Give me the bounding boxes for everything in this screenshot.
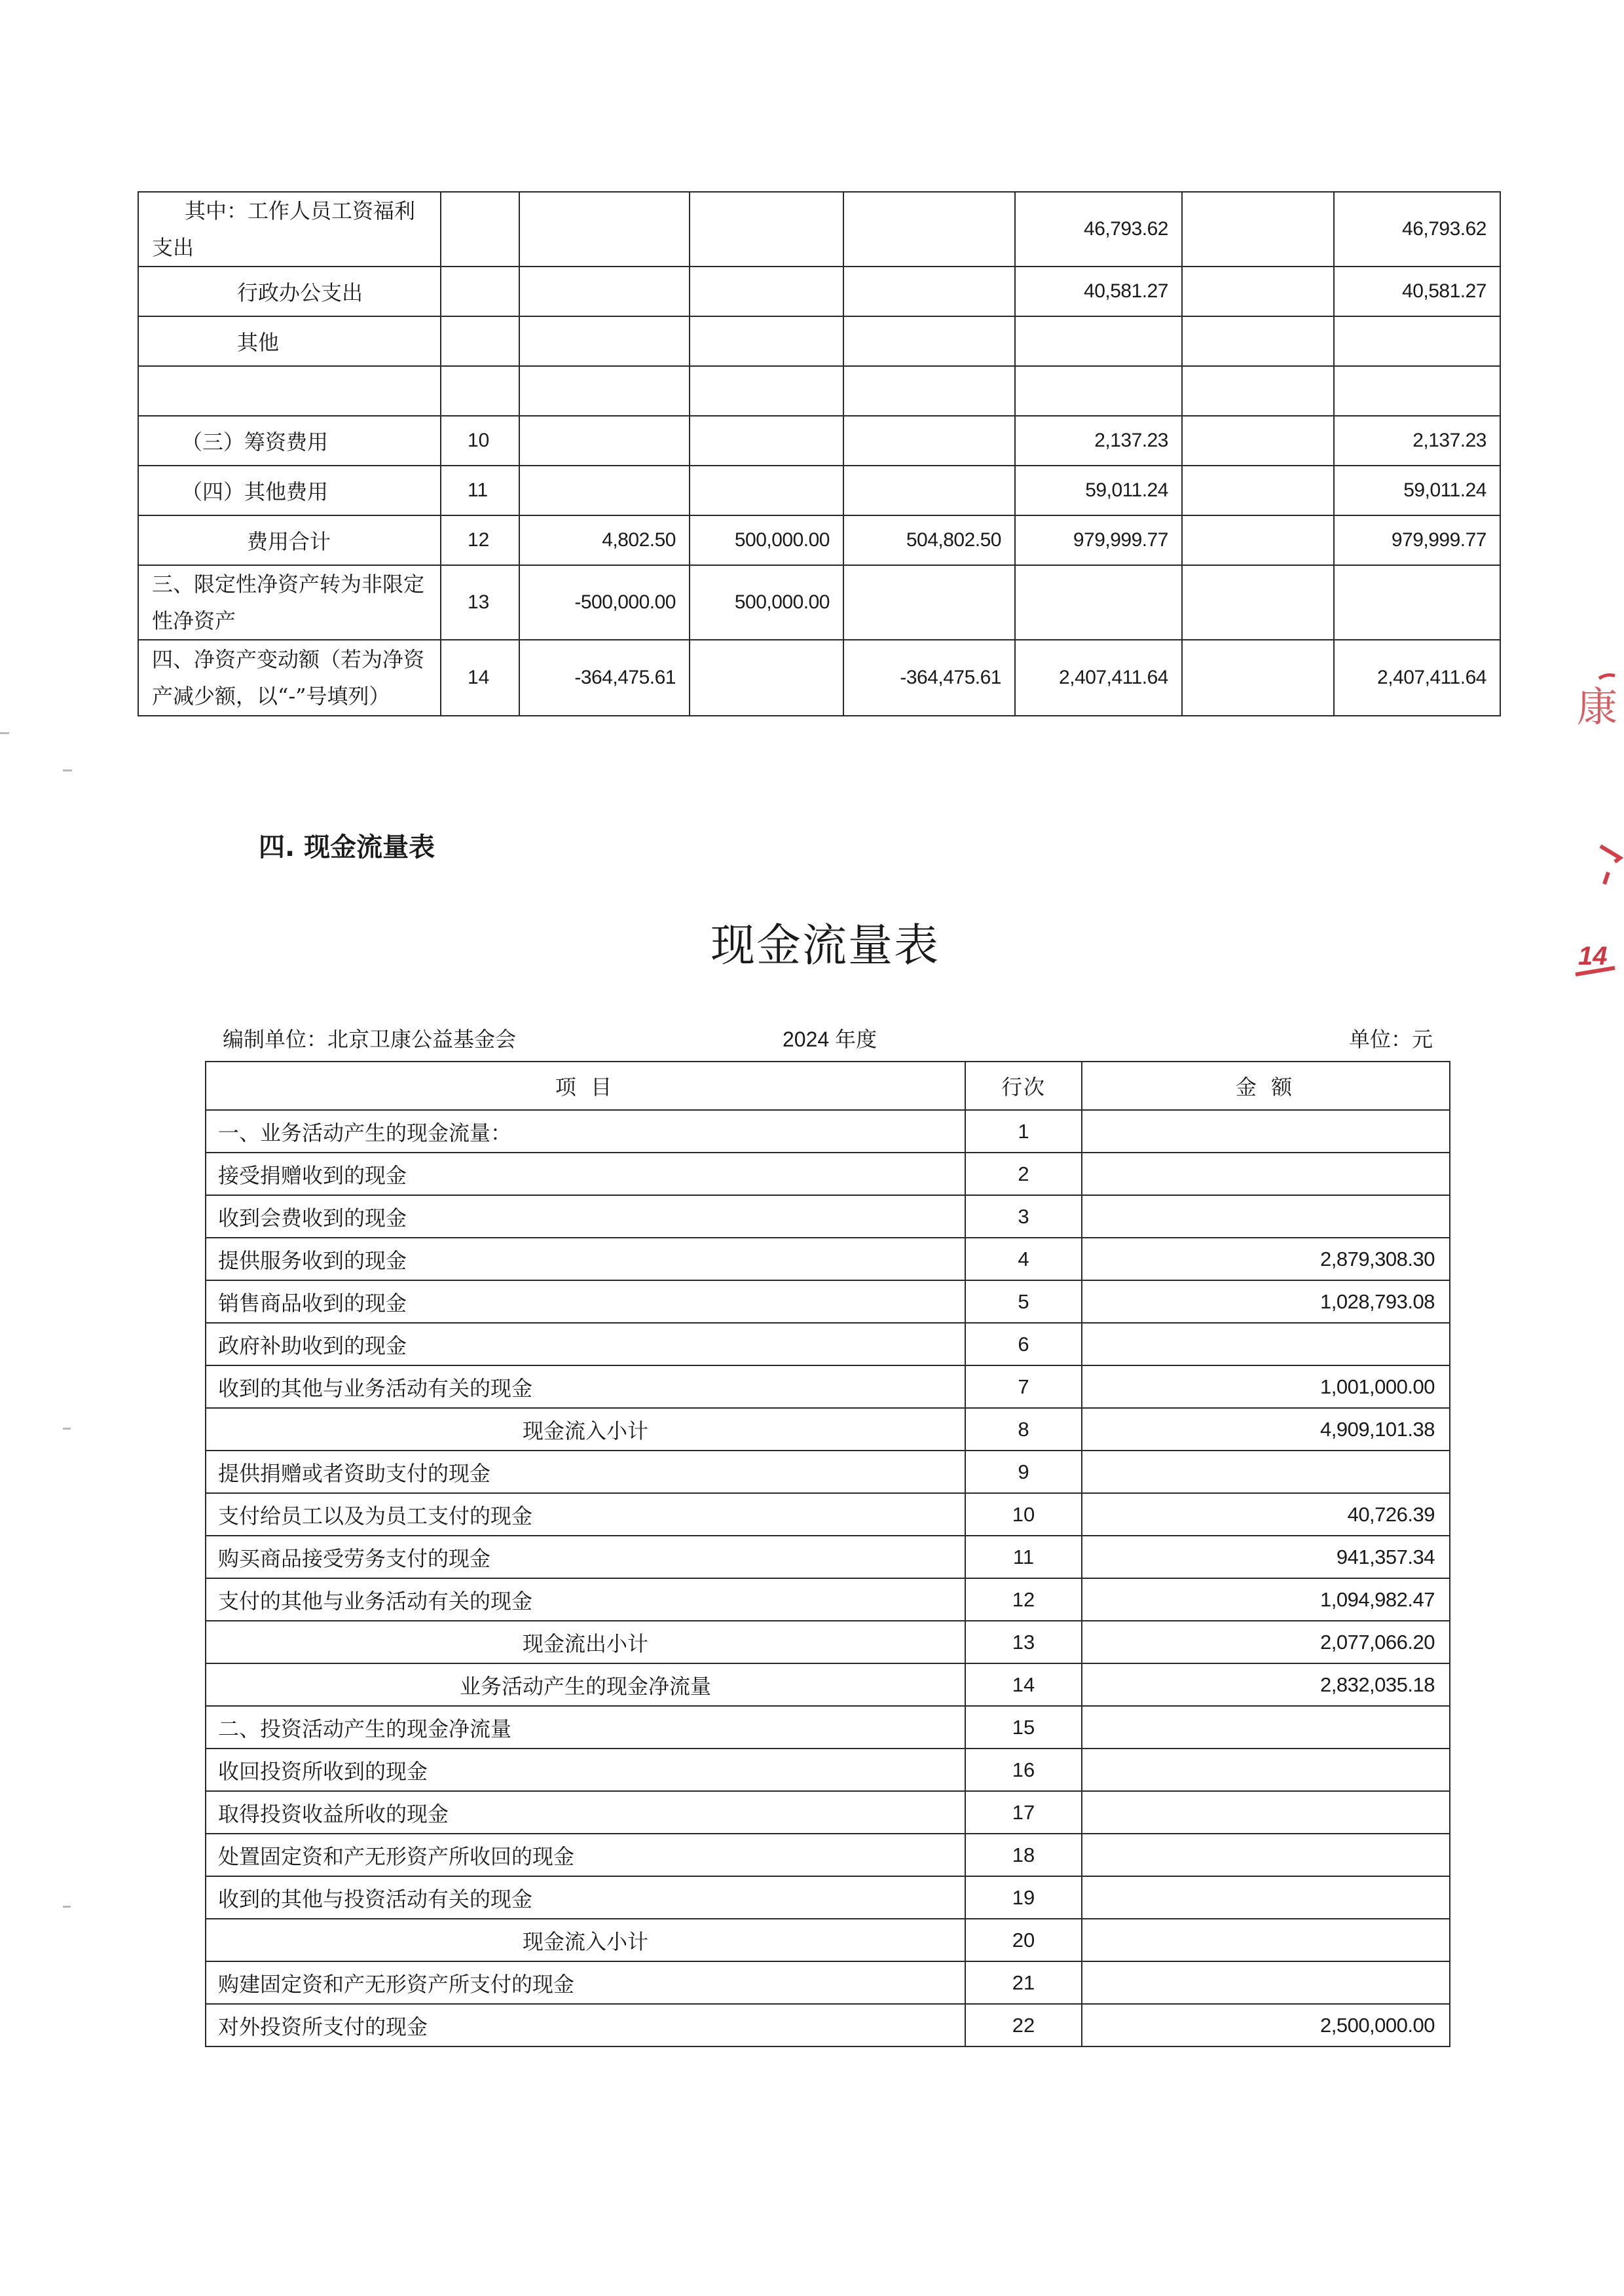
item-label: 收到的其他与投资活动有关的现金 (206, 1876, 965, 1919)
amount-cell (1182, 316, 1334, 366)
amount-cell: 2,879,308.30 (1082, 1238, 1450, 1280)
line-number: 9 (965, 1451, 1082, 1493)
table-row (206, 1365, 1450, 1408)
table-row (138, 192, 1500, 267)
item-label: 二、投资活动产生的现金净流量 (206, 1706, 965, 1749)
table-row (206, 1621, 1450, 1663)
amount-cell: 2,832,035.18 (1082, 1663, 1450, 1706)
row-label (138, 366, 441, 416)
item-label: 处置固定资和产无形资产所收回的现金 (206, 1834, 965, 1876)
amount-cell (1082, 1110, 1450, 1153)
item-label: 支付给员工以及为员工支付的现金 (206, 1493, 965, 1536)
amount-cell (519, 466, 690, 515)
amount-cell (843, 416, 1015, 466)
seal-number: 14 (1578, 942, 1608, 971)
line-number: 8 (965, 1408, 1082, 1451)
amount-cell: 979,999.77 (1334, 515, 1500, 565)
table-header-row (206, 1062, 1450, 1110)
amount-cell: 40,581.27 (1334, 267, 1500, 316)
amount-cell: 2,407,411.64 (1015, 640, 1182, 716)
row-label-line: 其中：工作人员工资福利 (185, 198, 416, 223)
item-label: 政府补助收到的现金 (206, 1323, 965, 1365)
line-number: 15 (965, 1706, 1082, 1749)
amount-cell: 2,137.23 (1334, 416, 1500, 466)
amount-cell (1182, 515, 1334, 565)
amount-cell (843, 565, 1015, 640)
table-row (206, 1919, 1450, 1961)
line-number: 18 (965, 1834, 1082, 1876)
table-row (206, 1706, 1450, 1749)
table-row (138, 565, 1500, 640)
row-line-number (441, 366, 519, 416)
amount-cell (519, 416, 690, 466)
amount-cell (1334, 366, 1500, 416)
line-number: 1 (965, 1110, 1082, 1153)
amount-cell (519, 267, 690, 316)
table-row (206, 1323, 1450, 1365)
amount-cell (1182, 267, 1334, 316)
line-number: 12 (965, 1578, 1082, 1621)
row-label (138, 515, 441, 565)
item-label: 收到的其他与业务活动有关的现金 (206, 1365, 965, 1408)
amount-cell (1082, 1195, 1450, 1238)
item-label: 销售商品收到的现金 (206, 1280, 965, 1323)
amount-cell (690, 466, 843, 515)
amount-cell: 1,028,793.08 (1082, 1280, 1450, 1323)
seal-glyph: 康 (1577, 683, 1618, 731)
reporting-unit: 编制单位：北京卫康公益基金会 (223, 1027, 517, 1052)
amount-cell (1015, 366, 1182, 416)
table-row (206, 1280, 1450, 1323)
subtotal-label: 现金流入小计 (206, 1919, 965, 1961)
amount-cell (843, 466, 1015, 515)
currency-unit: 单位：元 (1349, 1027, 1433, 1052)
item-label: 支付的其他与业务活动有关的现金 (206, 1578, 965, 1621)
table-row (206, 1536, 1450, 1578)
amount-cell: 500,000.00 (690, 515, 843, 565)
amount-cell (1015, 316, 1182, 366)
table-row (206, 1493, 1450, 1536)
amount-cell (1182, 640, 1334, 716)
line-number: 19 (965, 1876, 1082, 1919)
table-row (206, 1153, 1450, 1195)
line-number: 21 (965, 1961, 1082, 2004)
item-label: 接受捐赠收到的现金 (206, 1153, 965, 1195)
row-label (138, 466, 441, 515)
subtotal-label: 业务活动产生的现金净流量 (206, 1663, 965, 1706)
item-label: 提供服务收到的现金 (206, 1238, 965, 1280)
amount-cell (1334, 316, 1500, 366)
line-number: 7 (965, 1365, 1082, 1408)
amount-cell (690, 416, 843, 466)
item-label: 购买商品接受劳务支付的现金 (206, 1536, 965, 1578)
header-item: 项 目 (206, 1062, 965, 1110)
amount-cell (1182, 192, 1334, 267)
subtotal-label: 现金流出小计 (206, 1621, 965, 1663)
scan-mark (63, 1906, 71, 1908)
table-row (138, 316, 1500, 366)
amount-cell: 1,094,982.47 (1082, 1578, 1450, 1621)
amount-cell: 59,011.24 (1015, 466, 1182, 515)
table-row (206, 1195, 1450, 1238)
amount-cell (690, 267, 843, 316)
amount-cell (843, 267, 1015, 316)
amount-cell: 2,137.23 (1015, 416, 1182, 466)
section-heading: 四. 现金流量表 (259, 832, 435, 862)
item-label: 提供捐赠或者资助支付的现金 (206, 1451, 965, 1493)
amount-cell: 40,581.27 (1015, 267, 1182, 316)
row-line-number (441, 316, 519, 366)
amount-cell: 46,793.62 (1334, 192, 1500, 267)
official-seal-fragment (1569, 661, 1624, 1002)
table-row (206, 1408, 1450, 1451)
row-label (138, 316, 441, 366)
table-row (138, 267, 1500, 316)
row-label-line: 支出 (152, 235, 194, 260)
table-row (206, 1791, 1450, 1834)
amount-cell: 40,726.39 (1082, 1493, 1450, 1536)
row-label-line: 四、净资产变动额（若为净资 (152, 647, 425, 672)
amount-cell (1082, 1749, 1450, 1791)
table-row (206, 1961, 1450, 2004)
row-label (138, 640, 441, 716)
table-row (206, 1663, 1450, 1706)
row-label-line: 产减少额，以“-”号填列） (152, 684, 390, 709)
amount-cell (690, 316, 843, 366)
row-line-number: 13 (441, 565, 519, 640)
amount-cell: 2,077,066.20 (1082, 1621, 1450, 1663)
table-row (206, 1238, 1450, 1280)
table-row (206, 1749, 1450, 1791)
line-number: 11 (965, 1536, 1082, 1578)
row-line-number: 14 (441, 640, 519, 716)
amount-cell (1015, 565, 1182, 640)
amount-cell: 1,001,000.00 (1082, 1365, 1450, 1408)
amount-cell: 504,802.50 (843, 515, 1015, 565)
line-number: 17 (965, 1791, 1082, 1834)
amount-cell (1082, 1451, 1450, 1493)
amount-cell: 59,011.24 (1334, 466, 1500, 515)
line-number: 14 (965, 1663, 1082, 1706)
row-label-line: 费用合计 (247, 529, 331, 554)
line-number: 2 (965, 1153, 1082, 1195)
amount-cell (1082, 1791, 1450, 1834)
amount-cell: -500,000.00 (519, 565, 690, 640)
row-label (138, 416, 441, 466)
amount-cell (843, 316, 1015, 366)
amount-cell (1182, 416, 1334, 466)
row-label-line: 三、限定性净资产转为非限定 (152, 572, 425, 597)
amount-cell: 500,000.00 (690, 565, 843, 640)
amount-cell: -364,475.61 (843, 640, 1015, 716)
table-row (206, 1110, 1450, 1153)
table-row (138, 640, 1500, 716)
scan-mark (63, 1428, 71, 1430)
cash-flow-table (205, 1061, 1450, 2047)
line-number: 22 (965, 2004, 1082, 2046)
amount-cell (1082, 1153, 1450, 1195)
amount-cell (1182, 466, 1334, 515)
amount-cell (690, 366, 843, 416)
row-label (138, 192, 441, 267)
amount-cell (1182, 565, 1334, 640)
amount-cell (1082, 1961, 1450, 2004)
line-number: 4 (965, 1238, 1082, 1280)
item-label: 收到会费收到的现金 (206, 1195, 965, 1238)
report-year: 2024 年度 (783, 1028, 877, 1051)
item-label: 一、业务活动产生的现金流量： (206, 1110, 965, 1153)
table-row (206, 1834, 1450, 1876)
table-row (138, 416, 1500, 466)
amount-cell (519, 192, 690, 267)
table-row (138, 366, 1500, 416)
table-row (206, 2004, 1450, 2046)
amount-cell (519, 316, 690, 366)
line-number: 5 (965, 1280, 1082, 1323)
amount-cell (1334, 565, 1500, 640)
amount-cell: 2,407,411.64 (1334, 640, 1500, 716)
amount-cell: 4,909,101.38 (1082, 1408, 1450, 1451)
amount-cell: -364,475.61 (519, 640, 690, 716)
line-number: 13 (965, 1621, 1082, 1663)
line-number: 20 (965, 1919, 1082, 1961)
row-line-number (441, 192, 519, 267)
item-label: 对外投资所支付的现金 (206, 2004, 965, 2046)
amount-cell: 979,999.77 (1015, 515, 1182, 565)
header-line: 行次 (965, 1062, 1082, 1110)
scan-mark (63, 769, 72, 771)
item-label: 收回投资所收到的现金 (206, 1749, 965, 1791)
row-line-number (441, 267, 519, 316)
item-label: 取得投资收益所收的现金 (206, 1791, 965, 1834)
line-number: 3 (965, 1195, 1082, 1238)
amount-cell (690, 192, 843, 267)
amount-cell (843, 192, 1015, 267)
row-label (138, 565, 441, 640)
document-title: 现金流量表 (710, 920, 940, 972)
row-label-line: （四）其他费用 (181, 479, 329, 504)
line-number: 6 (965, 1323, 1082, 1365)
header-amount: 金 额 (1082, 1062, 1450, 1110)
amount-cell (1082, 1876, 1450, 1919)
amount-cell (519, 366, 690, 416)
scan-mark (0, 732, 9, 734)
table-row (138, 515, 1500, 565)
row-line-number: 12 (441, 515, 519, 565)
amount-cell (1082, 1834, 1450, 1876)
amount-cell: 4,802.50 (519, 515, 690, 565)
amount-cell: 941,357.34 (1082, 1536, 1450, 1578)
item-label: 购建固定资和产无形资产所支付的现金 (206, 1961, 965, 2004)
amount-cell: 2,500,000.00 (1082, 2004, 1450, 2046)
subtotal-label: 现金流入小计 (206, 1408, 965, 1451)
row-label-line: 行政办公支出 (237, 280, 363, 305)
row-label (138, 267, 441, 316)
amount-cell (690, 640, 843, 716)
amount-cell (843, 366, 1015, 416)
row-label-line: 其他 (237, 330, 280, 355)
table-row (138, 466, 1500, 515)
line-number: 10 (965, 1493, 1082, 1536)
row-line-number: 10 (441, 416, 519, 466)
table-row (206, 1451, 1450, 1493)
amount-cell (1082, 1706, 1450, 1749)
amount-cell (1082, 1323, 1450, 1365)
row-line-number: 11 (441, 466, 519, 515)
activity-statement-table (138, 191, 1501, 716)
table-row (206, 1578, 1450, 1621)
amount-cell (1082, 1919, 1450, 1961)
table-row (206, 1876, 1450, 1919)
line-number: 16 (965, 1749, 1082, 1791)
row-label-line: 性净资产 (152, 608, 236, 633)
amount-cell (1182, 366, 1334, 416)
row-label-line: （三）筹资费用 (181, 430, 329, 454)
amount-cell: 46,793.62 (1015, 192, 1182, 267)
